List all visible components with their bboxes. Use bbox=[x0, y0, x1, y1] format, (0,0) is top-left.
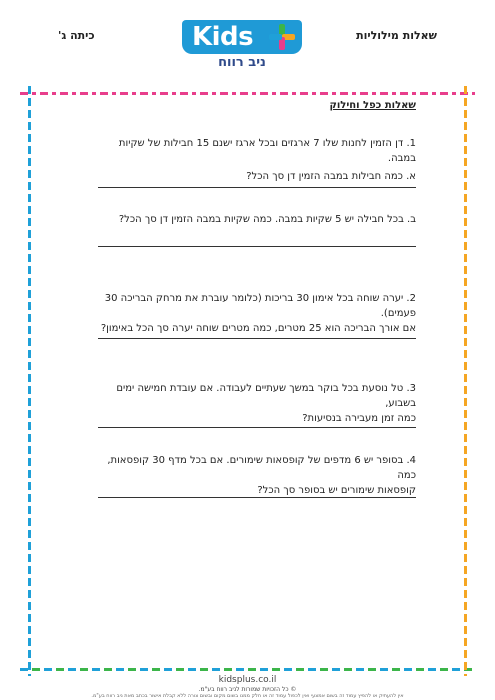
question-line: 4. בסופר יש 6 מדפים של קופסאות שימורים. אם בכל מדף 30 קופסאות, כמה bbox=[107, 455, 416, 481]
answer-line[interactable] bbox=[98, 246, 416, 247]
kids-plus-logo bbox=[182, 20, 302, 72]
question-1b bbox=[98, 212, 416, 227]
logo-subtitle: ניב רווח bbox=[218, 55, 266, 70]
answer-line[interactable] bbox=[98, 497, 416, 498]
grade-label: כיתה ג' bbox=[58, 29, 95, 42]
question-2 bbox=[98, 291, 416, 336]
frame-bottom-border bbox=[20, 668, 475, 671]
subject-label: שאלות מילוליות bbox=[356, 29, 437, 42]
question-line: קופסאות שימורים יש בסופר סך הכל? bbox=[257, 485, 416, 496]
frame-top-border bbox=[20, 92, 475, 95]
worksheet-title: שאלות כפל וחילוק bbox=[329, 100, 416, 111]
plus-icon bbox=[269, 24, 295, 50]
footer-url[interactable]: kidsplus.co.il bbox=[218, 675, 277, 685]
question-line: ב. בכל חבילה יש 5 שקיות במבה. כמה שקיות במבה הזמין דן סך הכל? bbox=[118, 214, 416, 225]
question-line: 1. דן הזמין לחנות שלו 7 ארגזים ובכל ארגז ישנם 15 חבילות של שקיות במבה. bbox=[118, 138, 416, 164]
logo-wordmark: Kids bbox=[192, 22, 254, 52]
question-4 bbox=[98, 453, 416, 498]
footer-legal-notice: אין להעתיק או להפיץ עמוד זה בשום אמצעי ואין לכפול עמוד זה או חלק ממנו בשום מקום ובשום צורה ללא קבלת אישור בכתב מאת ניב רווח בע"מ. bbox=[91, 693, 404, 699]
question-line: 3. טל נוסעת בכל בוקר במשך שעתיים לעבודה. אם עובדת חמישה ימים בשבוע, bbox=[116, 383, 416, 409]
answer-line[interactable] bbox=[98, 338, 416, 339]
question-1 bbox=[98, 136, 416, 184]
footer-copyright: © כל הזכויות שמורות לניב רווח בע"מ. bbox=[198, 686, 297, 693]
question-3 bbox=[98, 381, 416, 426]
question-line: כמה זמן מעבירה בנסיעות? bbox=[302, 413, 416, 424]
answer-line[interactable] bbox=[98, 427, 416, 428]
frame-left-border bbox=[28, 86, 31, 676]
answer-line[interactable] bbox=[98, 187, 416, 188]
question-line: 2. יערה שוחה בכל אימון 30 בריכות (כלומר עוברת את מרחק הבריכה 30 פעמים). bbox=[104, 293, 416, 319]
question-line: א. כמה חבילות במבה הזמין דן סך הכל? bbox=[246, 171, 416, 182]
frame-right-border bbox=[464, 86, 467, 676]
question-line: אם אורך הבריכה הוא 25 מטרים, כמה מטרים שוחה יערה סך הכל באימון? bbox=[100, 323, 416, 334]
